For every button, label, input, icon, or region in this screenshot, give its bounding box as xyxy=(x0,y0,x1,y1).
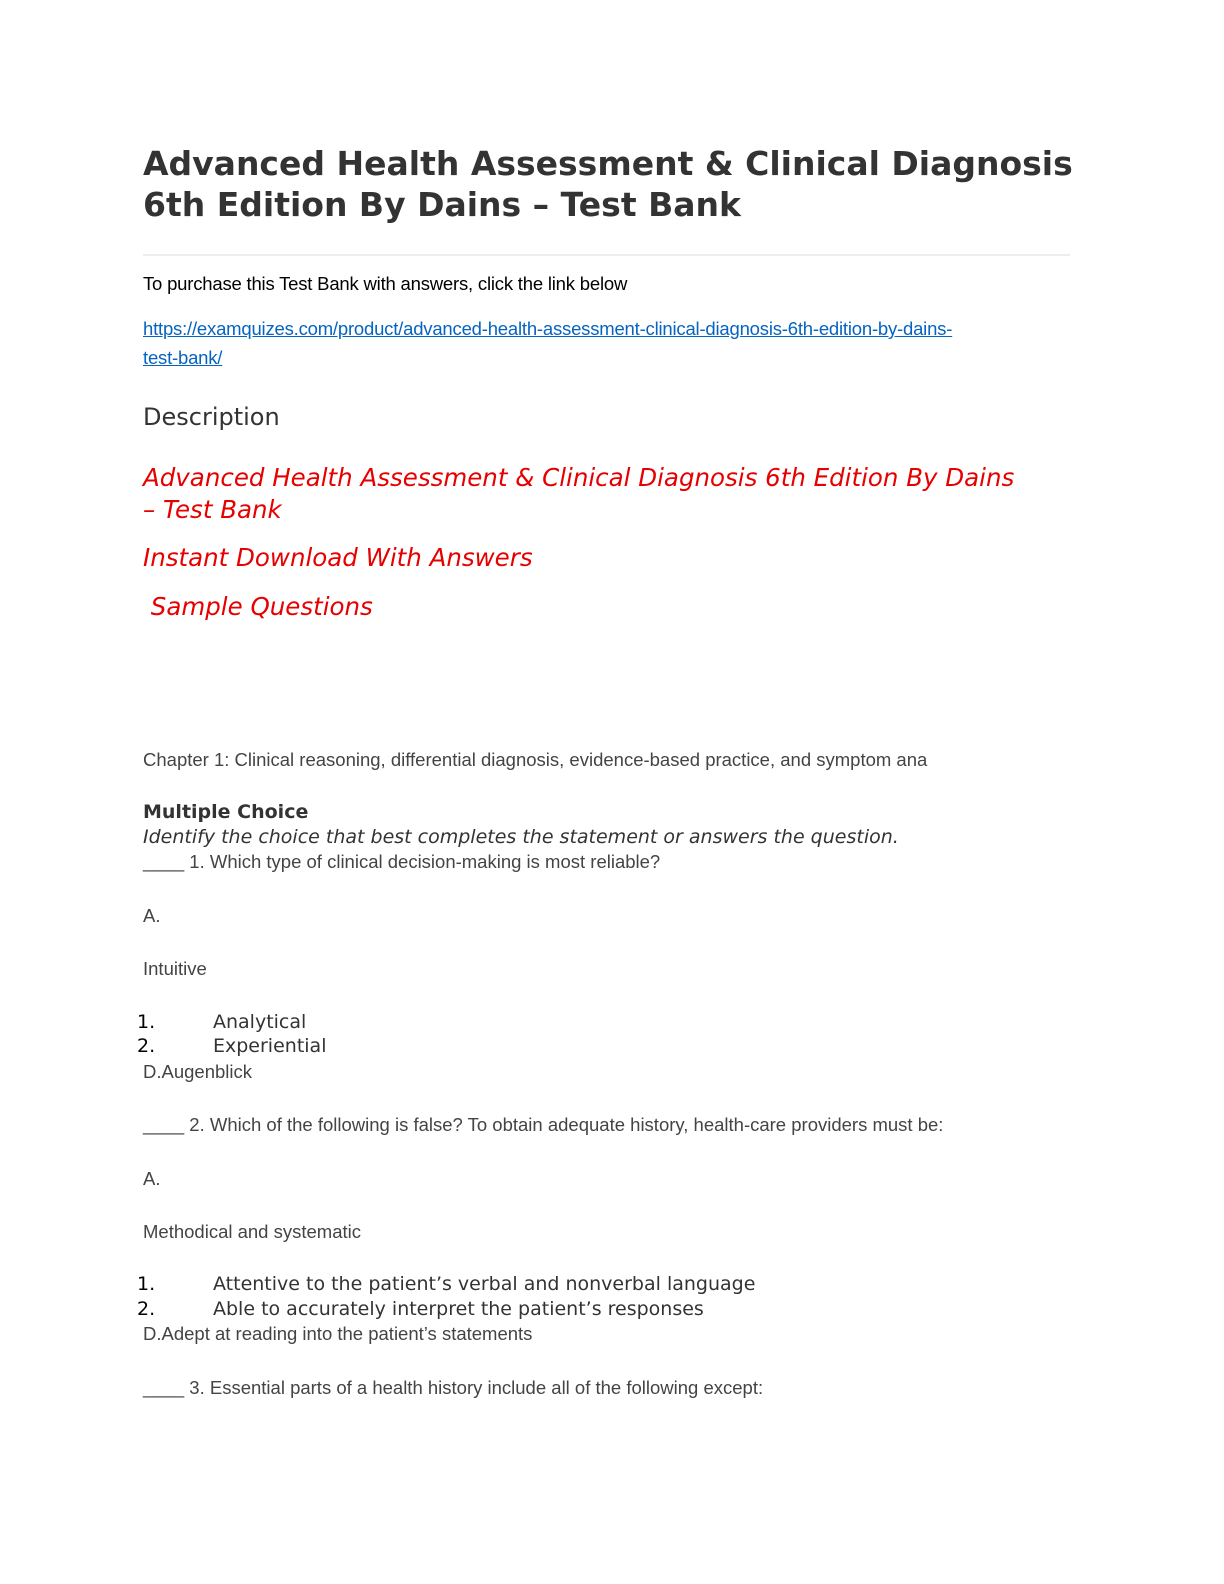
product-link-line-2[interactable]: test-bank/ xyxy=(143,347,223,368)
list-number: 2. xyxy=(137,1035,156,1057)
title-divider xyxy=(143,254,1070,256)
option-text: Attentive to the patient’s verbal and nonverbal language xyxy=(213,1273,756,1295)
promo-instant-download: Instant Download With Answers xyxy=(143,543,533,572)
instructions: Identify the choice that best completes the statement or answers the question. xyxy=(143,826,899,848)
promo-title-line-1: Advanced Health Assessment & Clinical Diagnosis 6th Edition By Dains xyxy=(143,463,1015,492)
list-number: 1. xyxy=(137,1273,156,1295)
list-number: 1. xyxy=(137,1011,156,1033)
question-stem: ____ 3. Essential parts of a health history include all of the following except: xyxy=(143,1377,764,1398)
promo-title-line-2: – Test Bank xyxy=(143,495,282,524)
promo-sample-questions: Sample Questions xyxy=(143,592,373,621)
option-label: A. xyxy=(143,905,161,926)
option-text: Able to accurately interpret the patient’s responses xyxy=(213,1298,704,1320)
option-text: Methodical and systematic xyxy=(143,1221,361,1242)
option-text: Analytical xyxy=(213,1011,307,1033)
purchase-instructions: To purchase this Test Bank with answers, click the link below xyxy=(143,273,628,294)
question-stem: ____ 2. Which of the following is false? To obtain adequate history, health-care providers must be: xyxy=(143,1114,944,1135)
option-label: A. xyxy=(143,1168,161,1189)
page-title: Advanced Health Assessment & Clinical Diagnosis 6th Edition By Dains – Test Bank xyxy=(143,144,1073,224)
option-text: D.Adept at reading into the patient’s statements xyxy=(143,1323,533,1344)
option-text: Experiential xyxy=(213,1035,327,1057)
product-link-line-1[interactable]: https://examquizes.com/product/advanced-health-assessment-clinical-diagnosis-6th-edition-by-dains- xyxy=(143,318,953,339)
list-number: 2. xyxy=(137,1298,156,1320)
chapter-heading: Chapter 1: Clinical reasoning, differential diagnosis, evidence-based practice, and symptom ana xyxy=(143,749,928,770)
question-stem: ____ 1. Which type of clinical decision-making is most reliable? xyxy=(143,851,661,872)
description-heading: Description xyxy=(143,403,280,431)
option-text: D.Augenblick xyxy=(143,1061,253,1082)
option-text: Intuitive xyxy=(143,958,207,979)
section-heading: Multiple Choice xyxy=(143,801,309,823)
